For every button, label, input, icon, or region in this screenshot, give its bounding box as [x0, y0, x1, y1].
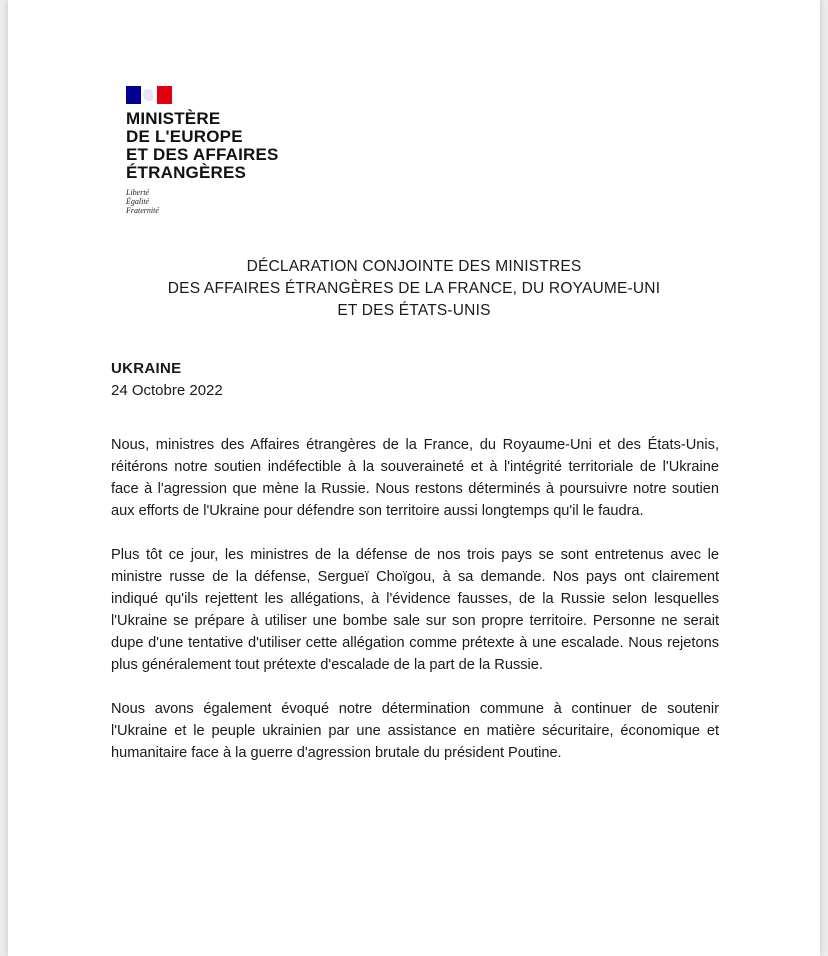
body-paragraph: Plus tôt ce jour, les ministres de la défense de nos trois pays se sont entretenus avec le ministre russe de la défense, Sergueï Choïgou, à sa demande. Nos pays ont clairement indiqué qu'ils rejettent les allégations, à l'évidence fausses, de la Russie selon lesquelles l'Ukraine se prépare à utiliser une bombe sale sur son propre territoire. Personne ne serait dupe d'une tentative d'utiliser cette allégation comme prétexte à une escalade. Nous rejetons plus généralement tout prétexte d'escalade de la part de la Russie. — [111, 547, 719, 673]
document-date: 24 Octobre 2022 — [111, 382, 223, 399]
topic-label: UKRAINE — [111, 360, 182, 377]
title-line: DES AFFAIRES ÉTRANGÈRES DE LA FRANCE, DU ROYAUME-UNI — [167, 280, 661, 297]
title-line: ET DES ÉTATS-UNIS — [337, 302, 491, 319]
ministry-name — [126, 110, 279, 182]
ministry-line: ET DES AFFAIRES — [126, 145, 279, 164]
ministry-line: ÉTRANGÈRES — [126, 163, 247, 182]
motto-line: Liberté — [126, 188, 150, 197]
declaration-title — [8, 256, 820, 322]
document-meta — [111, 358, 223, 402]
title-line: DÉCLARATION CONJOINTE DES MINISTRES — [246, 258, 582, 275]
ministry-line: DE L'EUROPE — [126, 127, 243, 146]
body-paragraph: Nous, ministres des Affaires étrangères de la France, du Royaume-Uni et des États-Unis, réitérons notre soutien indéfectible à la souveraineté et à l'intégrité territoriale de l'Ukraine face à l'agression que mène la Russie. Nous restons déterminés à poursuivre notre soutien aux efforts de l'Ukraine pour défendre son territoire aussi longtemps qu'il le faudra. — [111, 437, 719, 519]
marianne-flag-icon — [126, 86, 172, 104]
document-page — [8, 0, 820, 956]
motto-line: Fraternité — [126, 206, 159, 215]
declaration-body — [111, 434, 719, 786]
body-paragraph: Nous avons également évoqué notre détermination commune à continuer de soutenir l'Ukraine et le peuple ukrainien par une assistance en matière sécuritaire, économique et humanitaire face à la guerre d'agression brutale du président Poutine. — [111, 701, 719, 761]
motto-line: Égalité — [126, 197, 150, 206]
ministry-logo — [126, 86, 279, 215]
ministry-line: MINISTÈRE — [126, 109, 221, 128]
republic-motto — [126, 188, 279, 215]
